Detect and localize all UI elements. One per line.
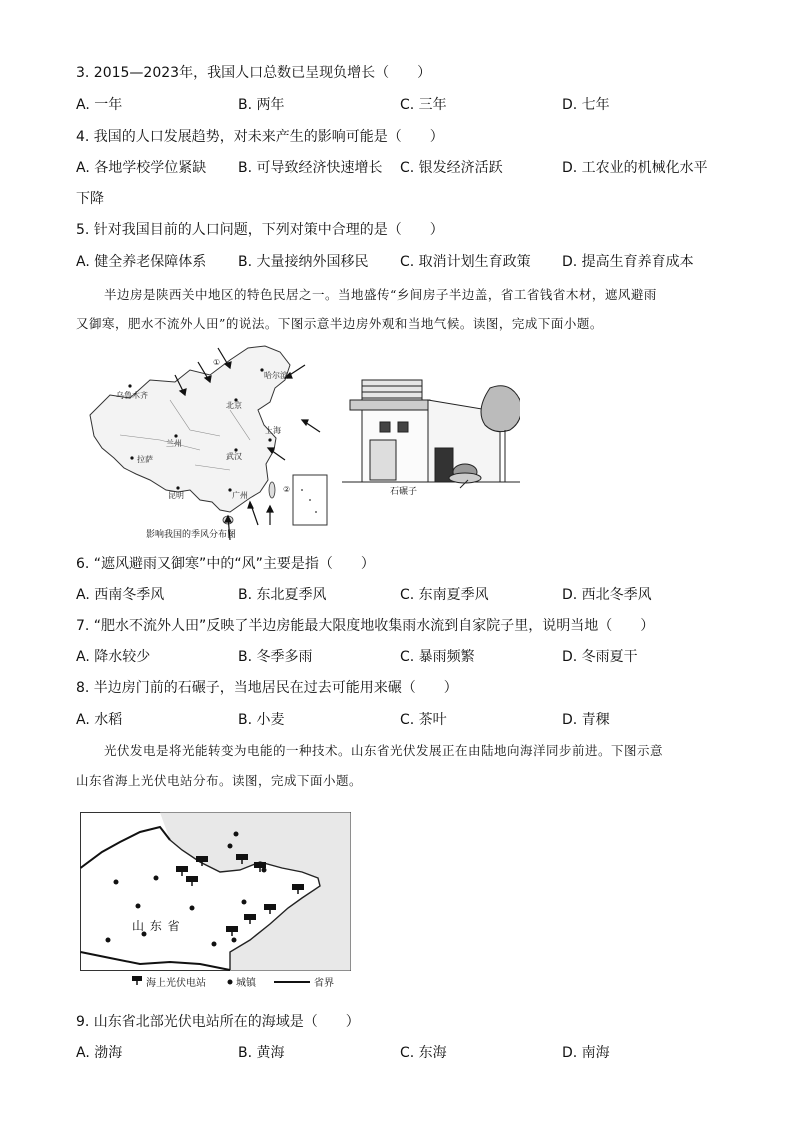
half-house-sketch: [342, 380, 520, 488]
monsoon-marker-1: ①: [213, 358, 221, 367]
shandong-pv-map: [80, 812, 352, 992]
question-4-stem: 4. 我国的人口发展趋势，对未来产生的影响可能是（ ）: [76, 129, 444, 145]
question-8-option-b: B. 小麦: [238, 712, 285, 728]
question-5-stem: 5. 针对我国目前的人口问题，下列对策中合理的是（ ）: [76, 222, 444, 238]
monsoon-map-figure: [80, 340, 520, 545]
question-8-stem: 8. 半边房门前的石碾子，当地居民在过去可能用来碾（ ）: [76, 680, 458, 696]
question-7-option-b: B. 冬季多雨: [238, 649, 313, 665]
question-9-option-b: B. 黄海: [238, 1045, 285, 1061]
question-5-option-c: C. 取消计划生育政策: [400, 254, 531, 270]
city-label-urumqi: 乌鲁木齐: [116, 391, 148, 400]
question-9-option-d: D. 南海: [562, 1045, 610, 1061]
intro-1-line-1: 半边房是陕西关中地区的特色民居之一。当地盛传“乡间房子半边盖，省工省钱省木材，遮风避雨: [104, 287, 657, 302]
question-8-option-d: D. 青稞: [562, 712, 610, 728]
question-6-option-c: C. 东南夏季风: [400, 587, 489, 603]
question-9-option-c: C. 东海: [400, 1045, 447, 1061]
monsoon-marker-2: ②: [283, 485, 291, 494]
question-3-option-a: A. 一年: [76, 97, 123, 113]
question-8-option-a: A. 水稻: [76, 712, 123, 728]
shandong-province-label: 山 东 省: [132, 919, 181, 933]
city-label-kunming: 昆明: [168, 491, 184, 500]
legend-pv-station: 海上光伏电站: [146, 978, 206, 989]
city-label-guangzhou: 广州: [232, 491, 248, 500]
city-label-lanzhou: 兰州: [166, 439, 182, 448]
china-map-outline: [90, 346, 290, 512]
question-7-option-a: A. 降水较少: [76, 649, 151, 665]
intro-2-line-2: 山东省海上光伏电站分布。读图，完成下面小题。: [76, 773, 363, 788]
monsoon-map-caption: 影响我国的季风分布图: [146, 530, 237, 540]
question-9-stem: 9. 山东省北部光伏电站所在的海域是（ ）: [76, 1014, 360, 1030]
question-3-option-b: B. 两年: [238, 97, 285, 113]
city-label-lhasa: 拉萨: [137, 455, 153, 464]
question-4-option-b: B. 可导致经济快速增长: [238, 160, 383, 176]
intro-2-line-1: 光伏发电是将光能转变为电能的一种技术。山东省光伏发展正在由陆地向海洋同步前进。下图示意: [104, 743, 664, 758]
legend-province-border: 省界: [314, 978, 334, 989]
intro-1-line-2: 又御寒，肥水不流外人田”的说法。下图示意半边房外观和当地气候。读图，完成下面小题。: [76, 316, 603, 331]
taiwan-island: [269, 482, 275, 498]
question-8-option-c: C. 茶叶: [400, 712, 447, 728]
city-label-harbin: 哈尔滨: [264, 371, 288, 380]
question-6-option-b: B. 东北夏季风: [238, 587, 327, 603]
question-6-option-a: A. 西南冬季风: [76, 587, 165, 603]
question-7-option-d: D. 冬雨夏干: [562, 649, 638, 665]
stone-roller-label: 石碾子: [390, 487, 418, 497]
question-7-stem: 7. “肥水不流外人田”反映了半边房能最大限度地收集雨水流到自家院子里，说明当地（ ）: [76, 618, 655, 634]
question-5-option-d: D. 提高生育养育成本: [562, 254, 694, 270]
question-4-option-d-continued: 下降: [76, 191, 104, 207]
map-legend: [132, 976, 334, 989]
question-6-stem: 6. “遮风避雨又御寒”中的“风”主要是指（ ）: [76, 556, 375, 572]
question-3-stem: 3. 2015—2023年，我国人口总数已呈现负增长（ ）: [76, 65, 432, 81]
city-label-beijing: 北京: [226, 401, 242, 410]
question-3-option-c: C. 三年: [400, 97, 447, 113]
question-4-option-d: D. 工农业的机械化水平: [562, 160, 708, 176]
question-6-option-d: D. 西北冬季风: [562, 587, 652, 603]
question-4-option-a: A. 各地学校学位紧缺: [76, 160, 207, 176]
question-5-option-b: B. 大量接纳外国移民: [238, 254, 369, 270]
question-7-option-c: C. 暴雨频繁: [400, 649, 475, 665]
city-label-wuhan: 武汉: [226, 452, 242, 461]
question-3-option-d: D. 七年: [562, 97, 610, 113]
question-5-option-a: A. 健全养老保障体系: [76, 254, 207, 270]
legend-town: 城镇: [236, 978, 256, 989]
city-label-shanghai: 上海: [265, 426, 281, 435]
question-4-option-c: C. 银发经济活跃: [400, 160, 503, 176]
question-9-option-a: A. 渤海: [76, 1045, 123, 1061]
